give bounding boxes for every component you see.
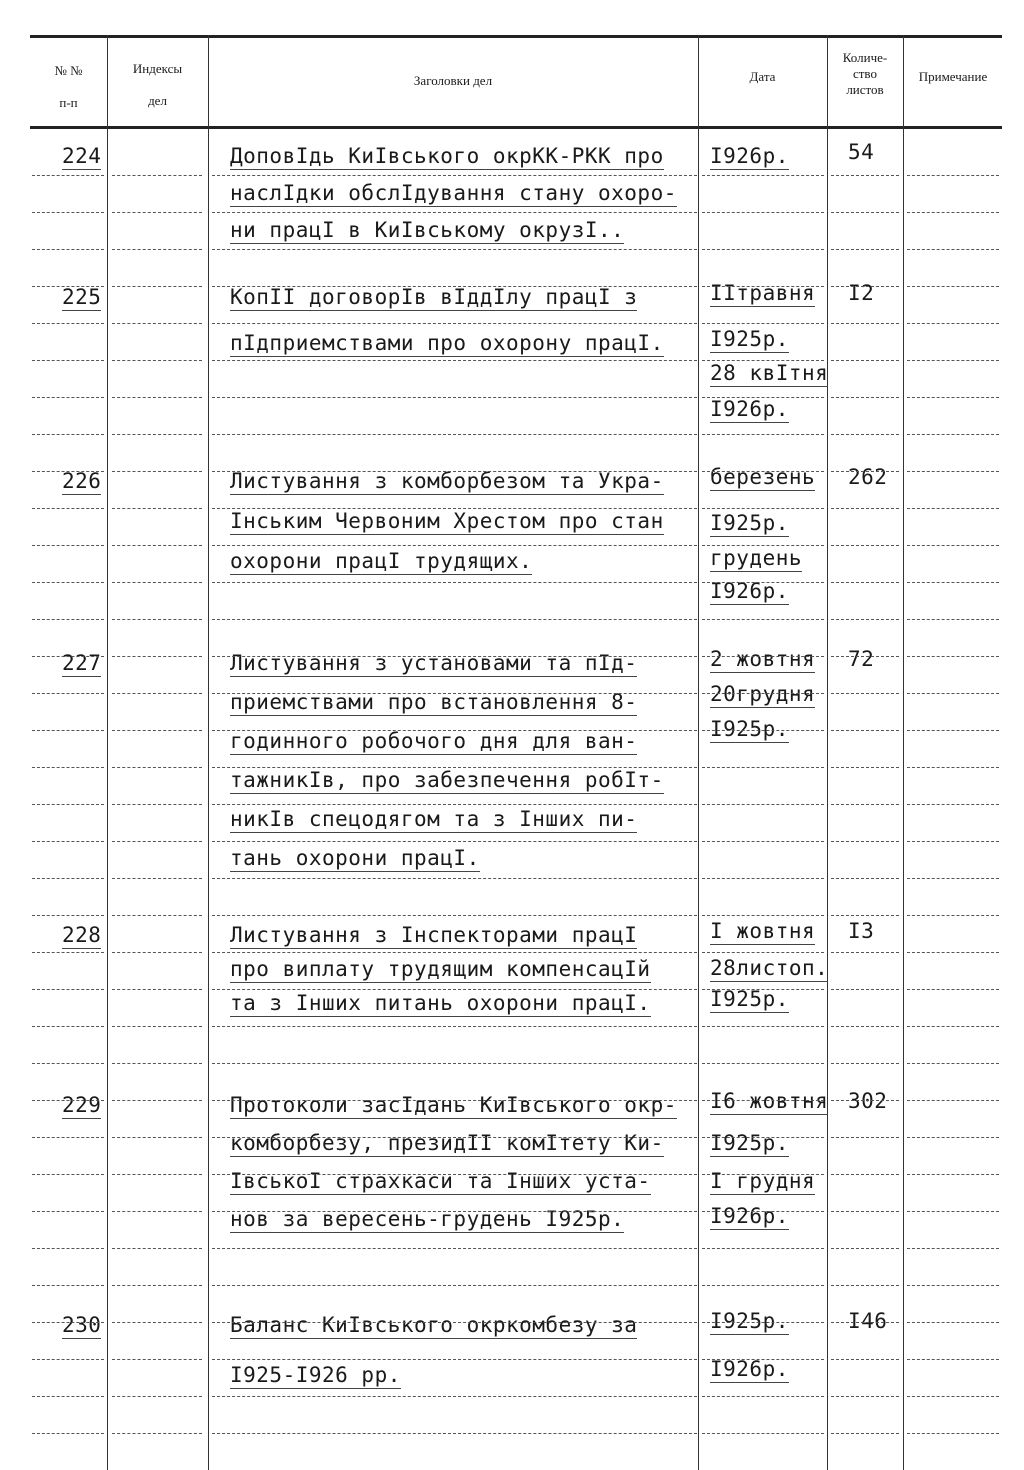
ruled-line (212, 545, 697, 547)
ruled-line (702, 286, 824, 288)
ruled-line (112, 767, 202, 769)
ruled-line (212, 1396, 697, 1398)
ruled-line (112, 656, 202, 658)
ruled-line (831, 397, 899, 399)
ruled-line (831, 804, 899, 806)
ruled-line (831, 1063, 899, 1065)
ruled-line (32, 1322, 104, 1324)
ruled-line (32, 619, 104, 621)
header-index-sub: дел (148, 93, 167, 108)
ruled-line (907, 989, 999, 991)
ruled-line (112, 804, 202, 806)
ruled-line (32, 804, 104, 806)
ruled-line (702, 360, 824, 362)
ruled-line (831, 360, 899, 362)
ruled-line (212, 1063, 697, 1065)
ruled-line (32, 1285, 104, 1287)
header-number-label: № № (54, 63, 83, 78)
ruled-line (702, 1174, 824, 1176)
header-count (827, 50, 903, 98)
ruled-line (831, 249, 899, 251)
entry-date-line: I925р. (710, 987, 789, 1011)
header-number (30, 62, 107, 112)
entry-date-line: I925р. (710, 717, 789, 741)
ruled-line (831, 1359, 899, 1361)
ruled-line (212, 656, 697, 658)
ruled-line (907, 841, 999, 843)
header-count-line: Количе- (842, 50, 888, 65)
ruled-line (831, 1433, 899, 1435)
ruled-line (112, 508, 202, 510)
ruled-line (907, 212, 999, 214)
ruled-line (32, 1063, 104, 1065)
ruled-line (831, 508, 899, 510)
ruled-line (702, 989, 824, 991)
entry-sheet-count: I2 (848, 281, 875, 305)
entry-title-line: Листування з Інспекторами працІ (230, 923, 638, 947)
ruled-line (907, 249, 999, 251)
ruled-line (831, 582, 899, 584)
ruled-line (907, 434, 999, 436)
entry-title-line: ІвськоІ страхкаси та Інших уста- (230, 1169, 651, 1193)
entry-date-line: I925р. (710, 511, 789, 535)
entry-title-line: охорони працІ трудящих. (230, 549, 533, 573)
column-divider (827, 35, 828, 1470)
entry-sheet-count: 302 (848, 1089, 888, 1113)
entry-title-line: Листування з комборбезом та Укра- (230, 469, 664, 493)
ruled-line (212, 952, 697, 954)
ruled-line (212, 249, 697, 251)
ruled-line (831, 286, 899, 288)
ruled-line (112, 1026, 202, 1028)
ruled-line (702, 175, 824, 177)
ruled-line (907, 1322, 999, 1324)
ruled-line (907, 1248, 999, 1250)
ruled-line (212, 1433, 697, 1435)
header-count-line: ство (852, 66, 877, 81)
ruled-line (907, 619, 999, 621)
ruled-line (112, 212, 202, 214)
entry-date-line: 28 квІтня (710, 361, 829, 385)
ruled-line (907, 1063, 999, 1065)
ruled-line (702, 915, 824, 917)
ruled-line (212, 1248, 697, 1250)
ruled-line (212, 471, 697, 473)
ruled-line (831, 1137, 899, 1139)
ruled-line (907, 804, 999, 806)
ruled-line (702, 545, 824, 547)
ruled-line (831, 434, 899, 436)
ruled-line (32, 693, 104, 695)
ruled-line (907, 1359, 999, 1361)
ruled-line (702, 1285, 824, 1287)
ruled-line (702, 656, 824, 658)
ruled-line (831, 730, 899, 732)
ruled-line (112, 952, 202, 954)
ruled-line (702, 249, 824, 251)
ruled-line (831, 915, 899, 917)
ruled-line (212, 175, 697, 177)
ruled-line (702, 582, 824, 584)
ruled-line (907, 1137, 999, 1139)
ruled-line (831, 656, 899, 658)
entry-date-line: I925р. (710, 1131, 789, 1155)
ruled-line (702, 878, 824, 880)
ruled-line (831, 212, 899, 214)
ruled-line (212, 1285, 697, 1287)
ruled-line (32, 1137, 104, 1139)
ruled-line (212, 878, 697, 880)
ruled-line (112, 1100, 202, 1102)
ruled-line (112, 545, 202, 547)
entry-title-line: КопІІ договорІв вІддІлу працІ з (230, 285, 638, 309)
ruled-line (32, 1026, 104, 1028)
ruled-line (831, 1211, 899, 1213)
entry-number: 225 (62, 285, 102, 309)
entry-number: 224 (62, 144, 102, 168)
ruled-line (907, 878, 999, 880)
entry-date-line: 20грудня (710, 682, 816, 706)
ruled-line (112, 1137, 202, 1139)
ruled-line (32, 656, 104, 658)
entry-date-line: I грудня (710, 1169, 816, 1193)
entry-date-line: I925р. (710, 1309, 789, 1333)
ruled-line (702, 1063, 824, 1065)
ruled-line (831, 1026, 899, 1028)
entry-title-line: про виплату трудящим компенсацІй (230, 957, 651, 981)
ruled-line (32, 915, 104, 917)
entry-date-line: 2 жовтня (710, 647, 816, 671)
ruled-line (702, 841, 824, 843)
column-divider (208, 35, 209, 1470)
ruled-line (32, 249, 104, 251)
ruled-line (212, 1359, 697, 1361)
ruled-line (212, 767, 697, 769)
ruled-line (907, 693, 999, 695)
header-date: Дата (749, 69, 776, 84)
ruled-line (112, 434, 202, 436)
ruled-line (831, 175, 899, 177)
header-count-line: листов (846, 82, 884, 97)
entry-number: 226 (62, 469, 102, 493)
ruled-line (212, 434, 697, 436)
ruled-line (32, 767, 104, 769)
header-index (107, 60, 208, 110)
ruled-line (702, 1359, 824, 1361)
ruled-line (831, 1285, 899, 1287)
ruled-line (907, 952, 999, 954)
ruled-line (212, 1322, 697, 1324)
ruled-line (831, 989, 899, 991)
ruled-line (32, 1396, 104, 1398)
ruled-line (112, 582, 202, 584)
ruled-line (112, 1174, 202, 1176)
entry-title-line: наслІдки обслІдування стану охоро- (230, 181, 677, 205)
entry-date-line: I926р. (710, 579, 789, 603)
entry-title-line: тажникІв, про забезпечення робІт- (230, 768, 664, 792)
ruled-line (112, 360, 202, 362)
entry-date-line: I926р. (710, 397, 789, 421)
ruled-line (212, 730, 697, 732)
entry-date-line: I жовтня (710, 919, 816, 943)
ruled-line (702, 212, 824, 214)
ruled-line (32, 1100, 104, 1102)
ruled-line (831, 1248, 899, 1250)
ruled-line (32, 286, 104, 288)
ruled-line (702, 1211, 824, 1213)
ruled-line (112, 1063, 202, 1065)
ruled-line (112, 1248, 202, 1250)
column-divider (107, 35, 108, 1470)
ruled-line (702, 767, 824, 769)
ruled-line (907, 360, 999, 362)
ruled-line (831, 767, 899, 769)
ruled-line (212, 1211, 697, 1213)
entry-number: 230 (62, 1313, 102, 1337)
ruled-line (702, 730, 824, 732)
ruled-line (831, 841, 899, 843)
ruled-line (32, 212, 104, 214)
ruled-line (907, 730, 999, 732)
ruled-line (112, 989, 202, 991)
ruled-line (32, 1174, 104, 1176)
ruled-line (112, 1322, 202, 1324)
ruled-line (112, 1211, 202, 1213)
entry-sheet-count: 262 (848, 465, 888, 489)
ruled-line (32, 1359, 104, 1361)
ruled-line (112, 915, 202, 917)
ruled-line (212, 841, 697, 843)
entry-title-line: нов за вересень-грудень I925р. (230, 1207, 625, 1231)
ruled-line (702, 1026, 824, 1028)
ruled-line (702, 693, 824, 695)
entry-number: 228 (62, 923, 102, 947)
entry-title-line: Баланс КиІвського окркомбезу за (230, 1313, 638, 1337)
ruled-line (212, 915, 697, 917)
entry-title-line: никІв спецодягом та з Інших пи- (230, 807, 638, 831)
ruled-line (32, 878, 104, 880)
entry-date-line: 28листоп. (710, 956, 829, 980)
ruled-line (112, 1396, 202, 1398)
ruled-line (112, 175, 202, 177)
ruled-line (831, 471, 899, 473)
ruled-line (907, 471, 999, 473)
ruled-line (32, 952, 104, 954)
ruled-line (702, 397, 824, 399)
ruled-line (907, 767, 999, 769)
ruled-line (907, 1396, 999, 1398)
ruled-line (702, 804, 824, 806)
ruled-line (212, 693, 697, 695)
ruled-line (907, 323, 999, 325)
ruled-line (831, 619, 899, 621)
ruled-line (212, 989, 697, 991)
ruled-line (32, 989, 104, 991)
ruled-line (831, 878, 899, 880)
ruled-line (32, 1211, 104, 1213)
entry-title-line: та з Інших питань охорони працІ. (230, 991, 651, 1015)
ruled-line (907, 1285, 999, 1287)
entry-sheet-count: 72 (848, 647, 875, 671)
top-rule (30, 35, 1002, 38)
ruled-line (112, 286, 202, 288)
ruled-line (112, 471, 202, 473)
ruled-line (907, 1026, 999, 1028)
ruled-line (702, 471, 824, 473)
entry-title-line: тань охорони працІ. (230, 846, 480, 870)
ruled-line (907, 545, 999, 547)
ruled-line (212, 360, 697, 362)
ruled-line (831, 952, 899, 954)
ruled-line (212, 508, 697, 510)
ruled-line (907, 286, 999, 288)
header-bottom-rule (30, 126, 1002, 129)
ruled-line (32, 397, 104, 399)
ruled-line (702, 1100, 824, 1102)
ruled-line (702, 1137, 824, 1139)
ruled-line (32, 545, 104, 547)
entry-title-line: комборбезу, президІІ комІтету Ки- (230, 1131, 664, 1155)
header-index-label: Индексы (132, 61, 183, 76)
ruled-line (702, 1248, 824, 1250)
ruled-line (907, 175, 999, 177)
ruled-line (212, 286, 697, 288)
ruled-line (112, 730, 202, 732)
ruled-line (112, 1359, 202, 1361)
entry-title-line: Інським Червоним Хрестом про стан (230, 509, 664, 533)
entry-number: 227 (62, 651, 102, 675)
ruled-line (831, 1174, 899, 1176)
ruled-line (112, 619, 202, 621)
ruled-line (907, 915, 999, 917)
ruled-line (112, 693, 202, 695)
entry-title-line: I925-I926 рр. (230, 1363, 401, 1387)
ruled-line (907, 1211, 999, 1213)
header-note: Примечание (918, 69, 988, 84)
entry-sheet-count: 54 (848, 140, 875, 164)
ruled-line (831, 1396, 899, 1398)
entry-date-line: I926р. (710, 144, 789, 168)
entry-sheet-count: I46 (848, 1309, 888, 1333)
ruled-line (702, 952, 824, 954)
ruled-line (702, 619, 824, 621)
ruled-line (831, 1100, 899, 1102)
entry-title-line: ДоповІдь КиІвського окрКК-РКК про (230, 144, 664, 168)
ruled-line (907, 656, 999, 658)
ruled-line (907, 508, 999, 510)
ruled-line (212, 1174, 697, 1176)
ruled-line (32, 360, 104, 362)
ruled-line (907, 1100, 999, 1102)
header-titles: Заголовки дел (413, 73, 493, 88)
ruled-line (32, 1248, 104, 1250)
column-divider (698, 35, 699, 1470)
ruled-line (32, 175, 104, 177)
entry-title-line: пІдприемствами про охорону працІ. (230, 331, 664, 355)
ruled-line (112, 323, 202, 325)
ruled-line (212, 1100, 697, 1102)
entry-date-line: березень (710, 465, 816, 489)
ruled-line (702, 1322, 824, 1324)
ruled-line (32, 841, 104, 843)
ruled-line (32, 1433, 104, 1435)
ruled-line (112, 878, 202, 880)
entry-title-line: Листування з установами та пІд- (230, 651, 638, 675)
entry-date-line: I926р. (710, 1357, 789, 1381)
ruled-line (212, 212, 697, 214)
ruled-line (702, 1433, 824, 1435)
entry-date-line: I925р. (710, 327, 789, 351)
ruled-line (702, 434, 824, 436)
ruled-line (702, 508, 824, 510)
ruled-line (212, 619, 697, 621)
entry-title-line: приемствами про встановлення 8- (230, 690, 638, 714)
ruled-line (112, 1285, 202, 1287)
ruled-line (112, 249, 202, 251)
ruled-line (212, 582, 697, 584)
entry-date-line: I6 жовтня (710, 1089, 829, 1113)
ruled-line (212, 397, 697, 399)
ruled-line (212, 804, 697, 806)
entry-date-line: I926р. (710, 1204, 789, 1228)
header-number-sub: п-п (59, 95, 78, 110)
entry-date-line: грудень (710, 546, 803, 570)
ruled-line (32, 434, 104, 436)
ruled-line (32, 471, 104, 473)
ruled-line (702, 323, 824, 325)
ruled-line (32, 582, 104, 584)
ruled-line (212, 1026, 697, 1028)
entry-title-line: годинного робочого дня для ван- (230, 729, 638, 753)
entry-number: 229 (62, 1093, 102, 1117)
ruled-line (907, 582, 999, 584)
column-divider (903, 35, 904, 1470)
ruled-line (212, 323, 697, 325)
ruled-line (112, 397, 202, 399)
entry-title-line: ни працІ в КиІвському окрузІ.. (230, 218, 625, 242)
entry-sheet-count: I3 (848, 919, 875, 943)
ruled-line (831, 693, 899, 695)
ruled-line (831, 1322, 899, 1324)
ruled-line (32, 323, 104, 325)
ruled-line (112, 1433, 202, 1435)
ruled-line (212, 1137, 697, 1139)
ruled-line (32, 508, 104, 510)
ruled-line (907, 1174, 999, 1176)
ruled-line (32, 730, 104, 732)
ruled-line (831, 545, 899, 547)
ruled-line (831, 323, 899, 325)
ruled-line (702, 1396, 824, 1398)
ruled-line (112, 841, 202, 843)
ruled-line (907, 397, 999, 399)
entry-title-line: Протоколи засІдань КиІвського окр- (230, 1093, 677, 1117)
entry-date-line: IІтравня (710, 281, 816, 305)
ruled-line (907, 1433, 999, 1435)
